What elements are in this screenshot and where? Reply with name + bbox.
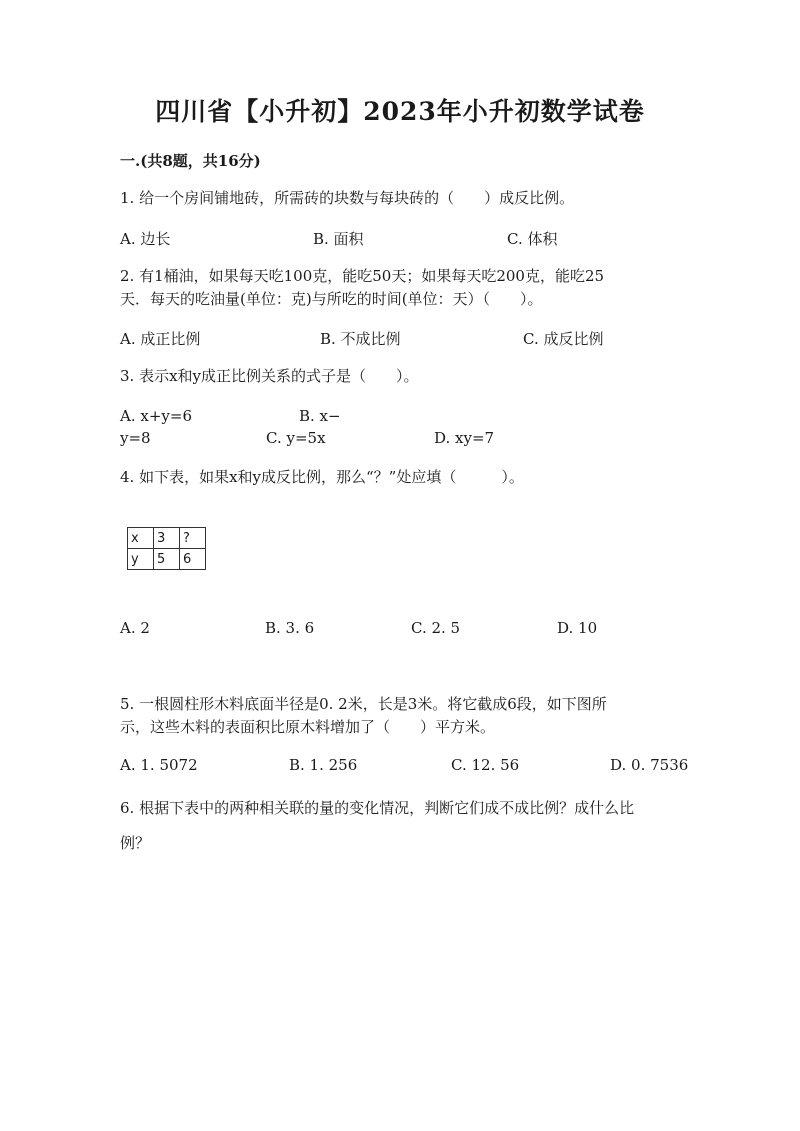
table-cell: 6 — [180, 549, 206, 570]
table-cell: ? — [180, 528, 206, 549]
question-4-option-b: B. 3. 6 — [265, 619, 315, 637]
question-1-text: 1. 给一个房间铺地砖，所需砖的块数与每块砖的（ ）成反比例。 — [120, 189, 575, 207]
question-2-option-a: A. 成正比例 — [120, 330, 201, 348]
question-3-option-d: D. xy=7 — [434, 429, 495, 447]
question-4-text: 4. 如下表，如果x和y成反比例，那么“？”处应填（ ）。 — [120, 468, 524, 486]
question-4-option-a: A. 2 — [120, 619, 150, 637]
question-5-option-b: B. 1. 256 — [289, 756, 358, 774]
question-6-text-line-1: 6. 根据下表中的两种相关联的量的变化情况，判断它们成不成比例？成什么比 — [120, 799, 635, 817]
question-3-option-c: C. y=5x — [266, 429, 326, 447]
question-4-option-d: D. 10 — [557, 619, 598, 637]
question-1-option-a: A. 边长 — [120, 230, 171, 248]
question-4-option-c: C. 2. 5 — [411, 619, 461, 637]
question-3-option-a: A. x+y=6 — [120, 407, 192, 425]
question-3-option-b-continued: y=8 — [120, 429, 151, 447]
question-1-option-b: B. 面积 — [313, 230, 364, 248]
question-2-text-line-2: 天．每天的吃油量(单位：克)与所吃的时间(单位：天）（ ）。 — [120, 290, 543, 308]
question-2-text-line-1: 2. 有1桶油，如果每天吃100克，能吃50天；如果每天吃200克，能吃25 — [120, 267, 605, 285]
question-3-text: 3. 表示x和y成正比例关系的式子是（ ）。 — [120, 367, 419, 385]
question-5-option-d: D. 0. 7536 — [610, 756, 689, 774]
table-cell: x — [128, 528, 154, 549]
table-cell: 3 — [154, 528, 180, 549]
question-2-option-c: C. 成反比例 — [523, 330, 604, 348]
table-cell: y — [128, 549, 154, 570]
xy-table — [127, 527, 206, 570]
question-5-text-line-1: 5. 一根圆柱形木料底面半径是0. 2米，长是3米。将它截成6段，如下图所 — [120, 695, 607, 713]
question-5-text-line-2: 示，这些木料的表面积比原木料增加了（ ）平方米。 — [120, 718, 496, 736]
question-6-text-line-2: 例？ — [120, 834, 151, 852]
question-2-option-b: B. 不成比例 — [320, 330, 401, 348]
question-1-option-c: C. 体积 — [507, 230, 558, 248]
question-5-option-c: C. 12. 56 — [451, 756, 520, 774]
table-row — [128, 549, 206, 570]
question-5-option-a: A. 1. 5072 — [120, 756, 198, 774]
table-cell: 5 — [154, 549, 180, 570]
table-row — [128, 528, 206, 549]
question-3-option-b: B. x− — [299, 407, 341, 425]
page-title: 四川省【小升初】2023年小升初数学试卷 — [155, 97, 645, 126]
section-heading: 一.(共8题，共16分) — [120, 152, 261, 170]
